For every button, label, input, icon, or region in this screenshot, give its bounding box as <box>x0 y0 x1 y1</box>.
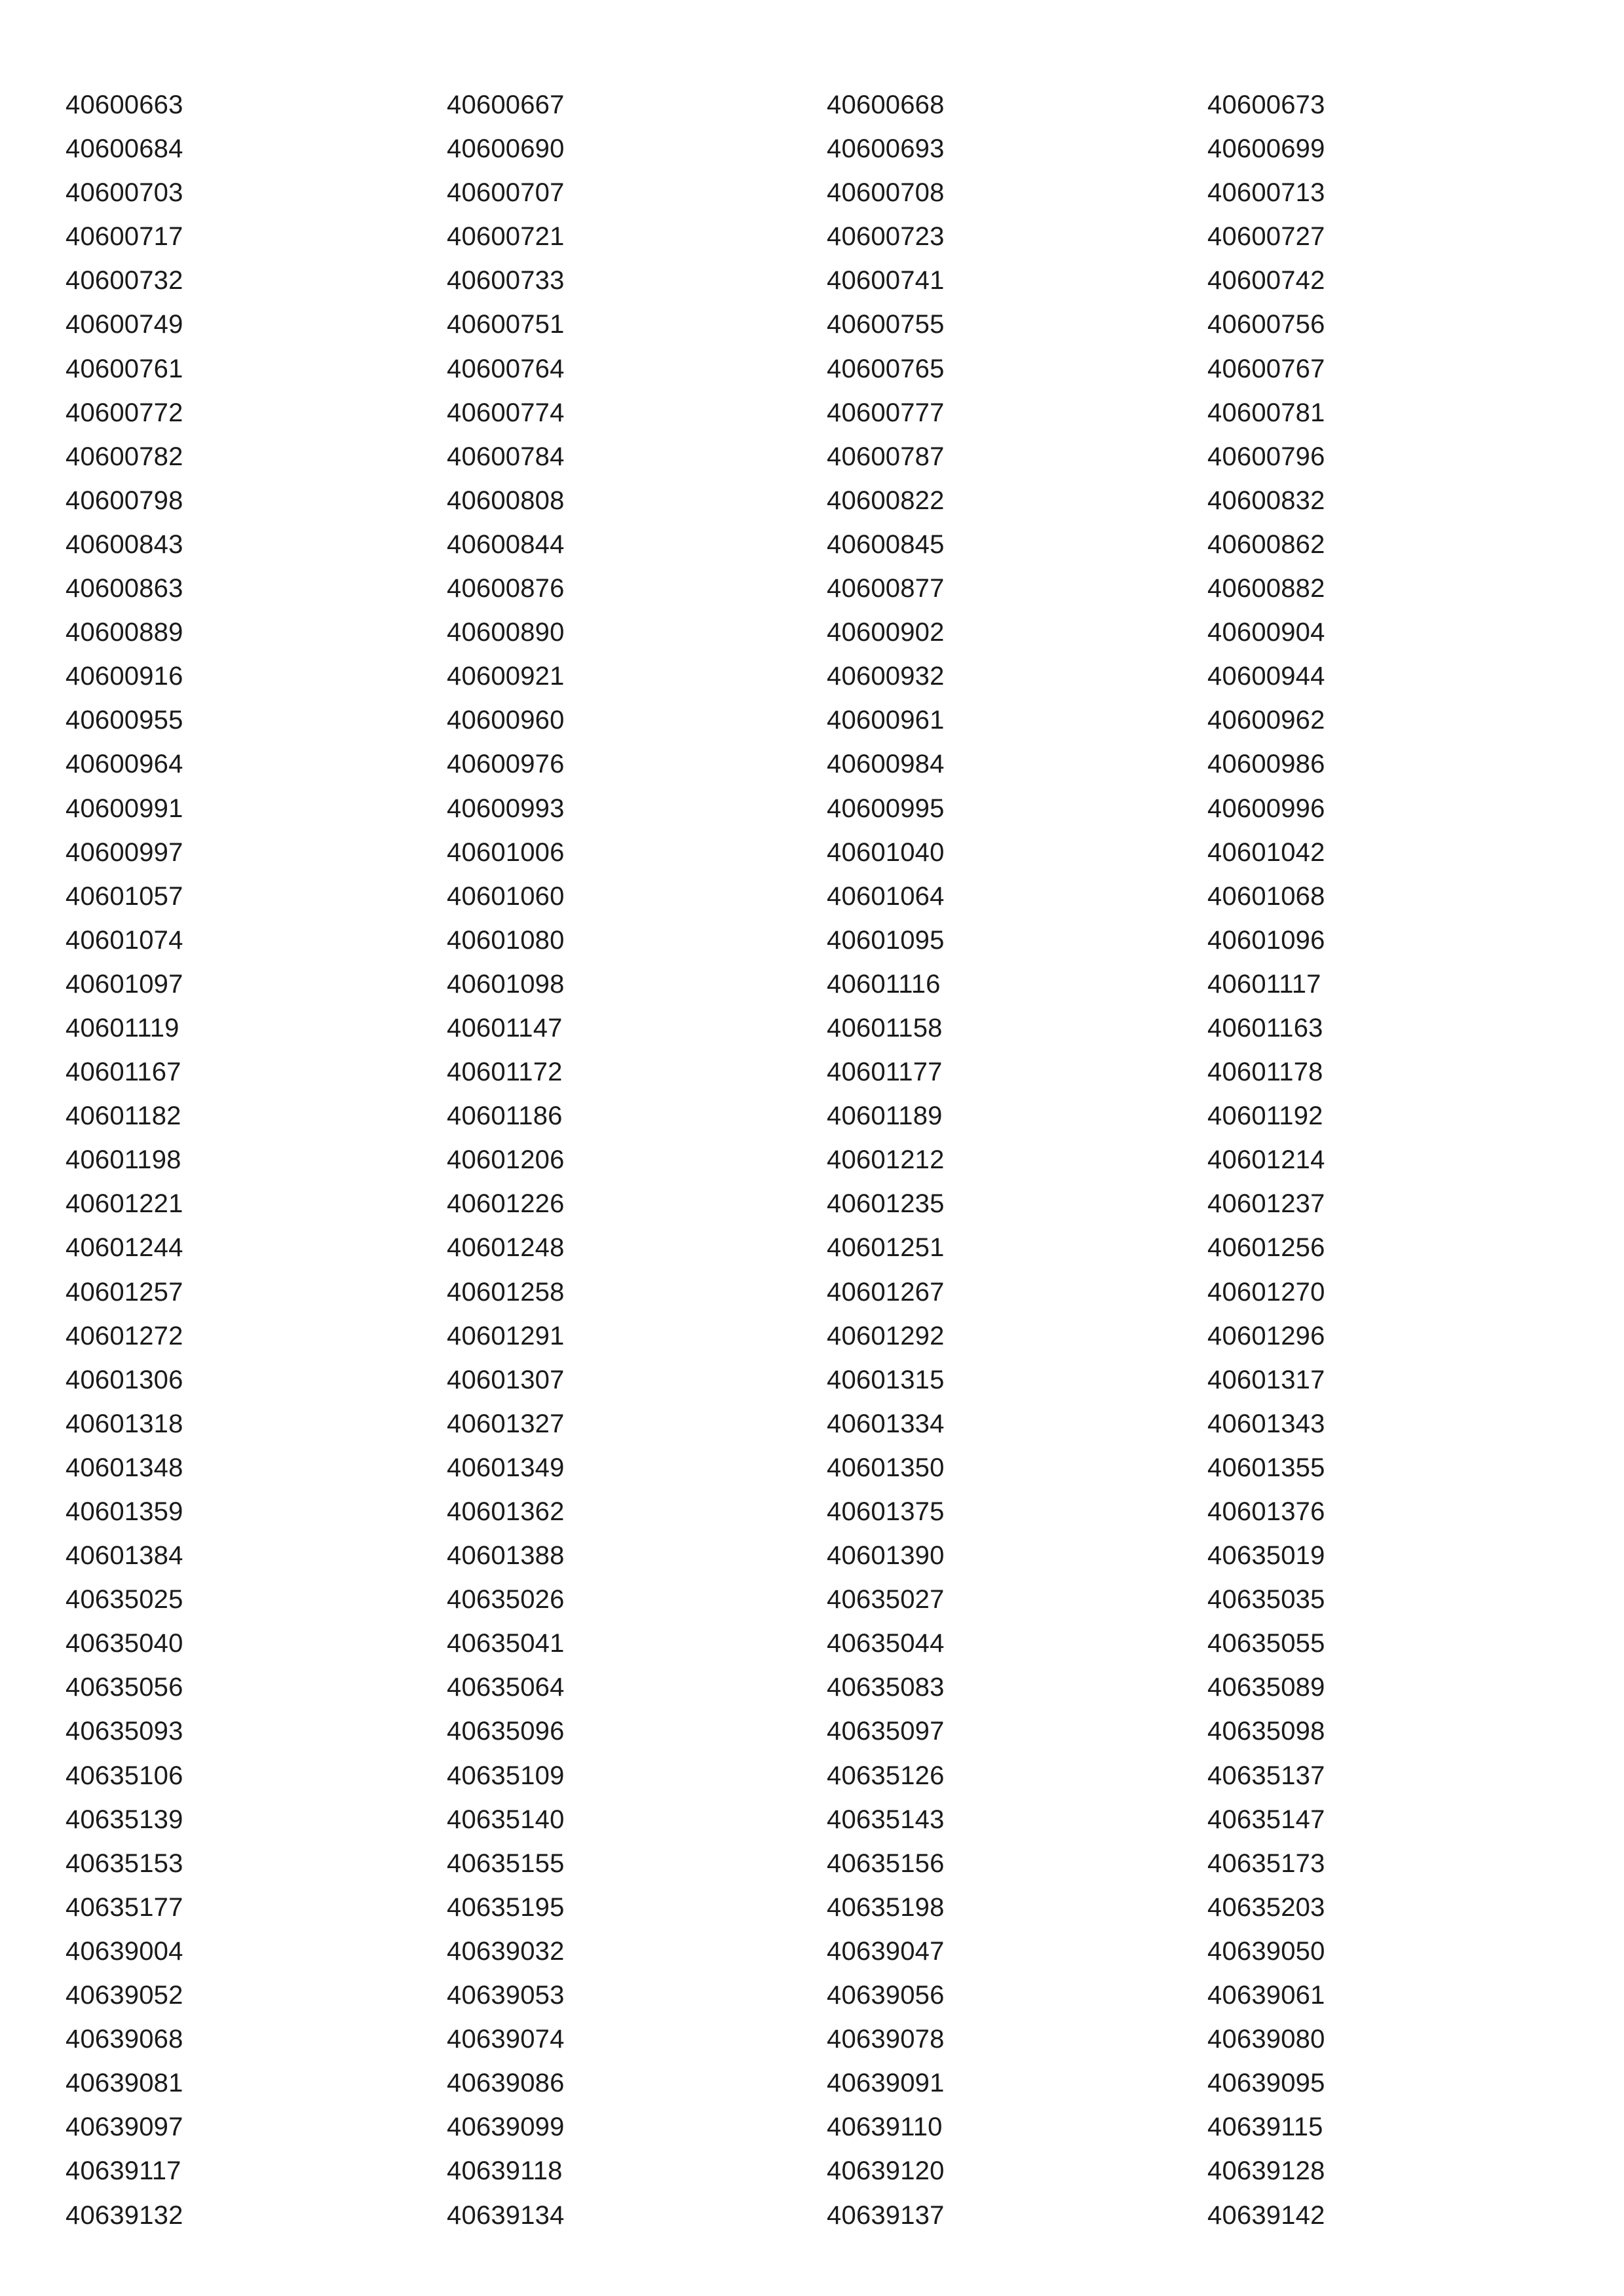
number-cell: 40600713 <box>1207 178 1325 208</box>
number-cell: 40600772 <box>66 398 183 427</box>
number-cell: 40639074 <box>447 2025 565 2054</box>
number-cell: 40601221 <box>66 1189 183 1219</box>
number-cell: 40639047 <box>827 1936 945 1966</box>
number-cell: 40601097 <box>66 969 183 999</box>
number-row <box>66 1624 1572 1668</box>
number-cell: 40635025 <box>66 1585 183 1615</box>
number-row <box>66 1316 1572 1360</box>
number-row <box>66 481 1572 525</box>
number-cell: 40600784 <box>447 442 565 471</box>
number-cell: 40601163 <box>1207 1013 1323 1043</box>
number-cell: 40601343 <box>1207 1409 1325 1438</box>
number-row <box>66 393 1572 437</box>
number-list <box>66 85 1572 2240</box>
number-cell: 40639050 <box>1207 1936 1325 1966</box>
number-cell: 40600668 <box>827 90 945 119</box>
number-cell: 40601178 <box>1207 1058 1323 1087</box>
number-row <box>66 1140 1572 1184</box>
number-row <box>66 305 1572 349</box>
number-cell: 40601267 <box>827 1277 945 1307</box>
number-cell: 40600890 <box>447 618 565 647</box>
number-cell: 40600877 <box>827 574 945 603</box>
number-cell: 40639061 <box>1207 1981 1325 2010</box>
number-row <box>66 1228 1572 1272</box>
number-cell: 40635098 <box>1207 1717 1325 1746</box>
number-cell: 40635195 <box>447 1892 565 1922</box>
number-cell: 40601198 <box>66 1145 181 1175</box>
number-row <box>66 2019 1572 2063</box>
number-cell: 40635044 <box>827 1629 945 1658</box>
number-cell: 40600843 <box>66 529 183 559</box>
number-cell: 40600732 <box>66 266 183 296</box>
number-cell: 40639056 <box>827 1981 945 2010</box>
number-cell: 40635040 <box>66 1629 183 1658</box>
number-cell: 40601359 <box>66 1497 183 1526</box>
number-row <box>66 1800 1572 1844</box>
number-cell: 40600976 <box>447 750 565 779</box>
number-row <box>66 2151 1572 2195</box>
number-cell: 40639134 <box>447 2200 565 2230</box>
number-cell: 40639095 <box>1207 2069 1325 2098</box>
number-cell: 40635027 <box>827 1585 945 1615</box>
number-cell: 40600708 <box>827 178 945 208</box>
number-row <box>66 921 1572 965</box>
number-row <box>66 1492 1572 1536</box>
number-cell: 40601327 <box>447 1409 565 1438</box>
number-row <box>66 525 1572 569</box>
number-cell: 40600703 <box>66 178 183 208</box>
number-row <box>66 2196 1572 2240</box>
number-row <box>66 349 1572 393</box>
number-cell: 40635155 <box>447 1848 565 1878</box>
number-cell: 40635156 <box>827 1848 945 1878</box>
number-cell: 40600693 <box>827 134 945 164</box>
number-cell: 40601095 <box>827 925 945 955</box>
number-cell: 40635139 <box>66 1805 183 1834</box>
number-cell: 40601291 <box>447 1321 565 1350</box>
number-row <box>66 1756 1572 1800</box>
number-cell: 40601064 <box>827 881 945 911</box>
number-cell: 40639142 <box>1207 2200 1325 2230</box>
number-cell: 40635064 <box>447 1673 565 1702</box>
number-cell: 40635137 <box>1207 1761 1325 1790</box>
number-row <box>66 833 1572 877</box>
number-row <box>66 1360 1572 1404</box>
number-cell: 40601182 <box>66 1101 181 1131</box>
number-cell: 40600904 <box>1207 618 1325 647</box>
number-cell: 40600690 <box>447 134 565 164</box>
number-cell: 40601272 <box>66 1321 183 1350</box>
number-cell: 40600721 <box>447 222 565 252</box>
number-cell: 40635096 <box>447 1717 565 1746</box>
number-cell: 40600663 <box>66 90 183 119</box>
number-cell: 40635106 <box>66 1761 183 1790</box>
number-cell: 40639099 <box>447 2113 565 2142</box>
number-cell: 40600932 <box>827 662 945 691</box>
number-cell: 40600862 <box>1207 529 1325 559</box>
number-cell: 40601237 <box>1207 1189 1325 1219</box>
number-cell: 40600684 <box>66 134 183 164</box>
number-cell: 40635147 <box>1207 1805 1325 1834</box>
number-cell: 40600916 <box>66 662 183 691</box>
number-cell: 40635109 <box>447 1761 565 1790</box>
number-cell: 40635089 <box>1207 1673 1325 1702</box>
number-cell: 40601251 <box>827 1233 945 1263</box>
number-row <box>66 1668 1572 1712</box>
number-cell: 40600787 <box>827 442 945 471</box>
number-row <box>66 744 1572 788</box>
number-cell: 40601362 <box>447 1497 565 1526</box>
number-row <box>66 789 1572 833</box>
number-cell: 40635041 <box>447 1629 565 1658</box>
number-cell: 40600845 <box>827 529 945 559</box>
number-cell: 40601256 <box>1207 1233 1325 1263</box>
number-cell: 40600764 <box>447 354 565 383</box>
number-row <box>66 1888 1572 1932</box>
number-row <box>66 173 1572 217</box>
number-cell: 40639004 <box>66 1936 183 1966</box>
number-cell: 40600699 <box>1207 134 1325 164</box>
number-cell: 40635097 <box>827 1717 945 1746</box>
number-row <box>66 1052 1572 1096</box>
number-cell: 40600808 <box>447 486 565 515</box>
number-row <box>66 1580 1572 1624</box>
number-row <box>66 85 1572 129</box>
number-cell: 40600742 <box>1207 266 1325 296</box>
number-cell: 40639115 <box>1207 2113 1323 2142</box>
number-cell: 40601376 <box>1207 1497 1325 1526</box>
number-cell: 40601388 <box>447 1541 565 1571</box>
number-cell: 40635083 <box>827 1673 945 1702</box>
number-cell: 40639080 <box>1207 2025 1325 2054</box>
number-cell: 40600889 <box>66 618 183 647</box>
number-cell: 40601006 <box>447 837 565 867</box>
number-cell: 40600782 <box>66 442 183 471</box>
number-cell: 40635055 <box>1207 1629 1325 1658</box>
number-cell: 40600755 <box>827 310 945 339</box>
number-cell: 40601068 <box>1207 881 1325 911</box>
number-cell: 40601189 <box>827 1101 943 1131</box>
number-row <box>66 1008 1572 1052</box>
number-cell: 40635177 <box>66 1892 183 1922</box>
number-cell: 40639110 <box>827 2113 943 2142</box>
number-cell: 40639086 <box>447 2069 565 2098</box>
number-cell: 40639091 <box>827 2069 945 2098</box>
number-cell: 40600673 <box>1207 90 1325 119</box>
number-cell: 40600960 <box>447 706 565 735</box>
number-cell: 40635035 <box>1207 1585 1325 1615</box>
number-cell: 40601375 <box>827 1497 945 1526</box>
number-cell: 40639128 <box>1207 2156 1325 2186</box>
number-cell: 40639052 <box>66 1981 183 2010</box>
number-cell: 40639032 <box>447 1936 565 1966</box>
number-cell: 40600796 <box>1207 442 1325 471</box>
number-cell: 40635056 <box>66 1673 183 1702</box>
number-cell: 40600777 <box>827 398 945 427</box>
number-row <box>66 877 1572 921</box>
number-cell: 40635198 <box>827 1892 945 1922</box>
number-row <box>66 1096 1572 1140</box>
number-cell: 40601258 <box>447 1277 565 1307</box>
number-cell: 40601257 <box>66 1277 183 1307</box>
number-row <box>66 261 1572 305</box>
number-cell: 40600733 <box>447 266 565 296</box>
number-cell: 40601244 <box>66 1233 183 1263</box>
number-cell: 40600723 <box>827 222 945 252</box>
number-row <box>66 129 1572 173</box>
number-cell: 40600997 <box>66 837 183 867</box>
number-row <box>66 1272 1572 1316</box>
number-cell: 40600741 <box>827 266 945 296</box>
number-cell: 40635143 <box>827 1805 945 1834</box>
number-cell: 40601074 <box>66 925 183 955</box>
number-cell: 40600822 <box>827 486 945 515</box>
number-cell: 40601318 <box>66 1409 183 1438</box>
number-row <box>66 217 1572 261</box>
number-cell: 40639117 <box>66 2156 181 2186</box>
number-row <box>66 1536 1572 1580</box>
number-cell: 40601167 <box>66 1058 181 1087</box>
number-cell: 40601116 <box>827 969 941 999</box>
number-cell: 40639118 <box>447 2156 563 2186</box>
number-cell: 40600921 <box>447 662 565 691</box>
number-cell: 40639078 <box>827 2025 945 2054</box>
number-row <box>66 965 1572 1008</box>
number-cell: 40601334 <box>827 1409 945 1438</box>
number-cell: 40600993 <box>447 794 565 823</box>
number-cell: 40639097 <box>66 2113 183 2142</box>
number-cell: 40601226 <box>447 1189 565 1219</box>
number-cell: 40600964 <box>66 750 183 779</box>
number-cell: 40601315 <box>827 1365 945 1394</box>
number-cell: 40601158 <box>827 1013 943 1043</box>
number-cell: 40601355 <box>1207 1453 1325 1482</box>
number-cell: 40601350 <box>827 1453 945 1482</box>
number-cell: 40600749 <box>66 310 183 339</box>
number-cell: 40601186 <box>447 1101 563 1131</box>
number-cell: 40601306 <box>66 1365 183 1394</box>
number-cell: 40601117 <box>1207 969 1321 999</box>
number-cell: 40600798 <box>66 486 183 515</box>
number-row <box>66 657 1572 700</box>
number-cell: 40639120 <box>827 2156 945 2186</box>
number-row <box>66 1448 1572 1492</box>
number-cell: 40639132 <box>66 2200 183 2230</box>
number-cell: 40635126 <box>827 1761 945 1790</box>
number-cell: 40601349 <box>447 1453 565 1482</box>
number-cell: 40601390 <box>827 1541 945 1571</box>
number-cell: 40601212 <box>827 1145 945 1175</box>
number-cell: 40601172 <box>447 1058 563 1087</box>
number-cell: 40600961 <box>827 706 945 735</box>
number-cell: 40639053 <box>447 1981 565 2010</box>
number-cell: 40601060 <box>447 881 565 911</box>
number-cell: 40601384 <box>66 1541 183 1571</box>
number-cell: 40600876 <box>447 574 565 603</box>
number-cell: 40601040 <box>827 837 945 867</box>
number-cell: 40600717 <box>66 222 183 252</box>
number-cell: 40600986 <box>1207 750 1325 779</box>
number-cell: 40635140 <box>447 1805 565 1834</box>
number-cell: 40635019 <box>1207 1541 1325 1571</box>
number-cell: 40600727 <box>1207 222 1325 252</box>
number-cell: 40635173 <box>1207 1848 1325 1878</box>
number-cell: 40601248 <box>447 1233 565 1263</box>
number-cell: 40601192 <box>1207 1101 1323 1131</box>
number-cell: 40600774 <box>447 398 565 427</box>
number-cell: 40600962 <box>1207 706 1325 735</box>
number-cell: 40600955 <box>66 706 183 735</box>
number-cell: 40601235 <box>827 1189 945 1219</box>
number-cell: 40600832 <box>1207 486 1325 515</box>
number-cell: 40600707 <box>447 178 565 208</box>
number-row <box>66 2107 1572 2151</box>
number-cell: 40635203 <box>1207 1892 1325 1922</box>
number-cell: 40639081 <box>66 2069 183 2098</box>
number-cell: 40600667 <box>447 90 565 119</box>
number-cell: 40601317 <box>1207 1365 1325 1394</box>
number-cell: 40635026 <box>447 1585 565 1615</box>
number-cell: 40601119 <box>66 1013 179 1043</box>
number-cell: 40600756 <box>1207 310 1325 339</box>
number-cell: 40600902 <box>827 618 945 647</box>
number-cell: 40601348 <box>66 1453 183 1482</box>
number-cell: 40600844 <box>447 529 565 559</box>
number-row <box>66 437 1572 481</box>
number-cell: 40601080 <box>447 925 565 955</box>
number-row <box>66 569 1572 613</box>
number-cell: 40635093 <box>66 1717 183 1746</box>
number-cell: 40600996 <box>1207 794 1325 823</box>
number-row <box>66 613 1572 657</box>
number-row <box>66 700 1572 744</box>
number-row <box>66 1976 1572 2019</box>
number-cell: 40601206 <box>447 1145 565 1175</box>
number-row <box>66 1712 1572 1755</box>
number-cell: 40601057 <box>66 881 183 911</box>
number-cell: 40601292 <box>827 1321 945 1350</box>
number-cell: 40600995 <box>827 794 945 823</box>
number-row <box>66 1844 1572 1888</box>
number-cell: 40600765 <box>827 354 945 383</box>
number-cell: 40639137 <box>827 2200 945 2230</box>
number-cell: 40639068 <box>66 2025 183 2054</box>
number-row <box>66 1932 1572 1976</box>
number-cell: 40600984 <box>827 750 945 779</box>
number-cell: 40600781 <box>1207 398 1325 427</box>
number-row <box>66 2063 1572 2107</box>
number-cell: 40600751 <box>447 310 565 339</box>
number-cell: 40601147 <box>447 1013 563 1043</box>
number-cell: 40600991 <box>66 794 183 823</box>
number-cell: 40601214 <box>1207 1145 1325 1175</box>
number-cell: 40601042 <box>1207 837 1325 867</box>
number-row <box>66 1404 1572 1448</box>
number-cell: 40600944 <box>1207 662 1325 691</box>
number-cell: 40601307 <box>447 1365 565 1394</box>
number-cell: 40600863 <box>66 574 183 603</box>
number-cell: 40601098 <box>447 969 565 999</box>
number-cell: 40635153 <box>66 1848 183 1878</box>
number-cell: 40600767 <box>1207 354 1325 383</box>
number-cell: 40600761 <box>66 354 183 383</box>
number-cell: 40601096 <box>1207 925 1325 955</box>
number-cell: 40601296 <box>1207 1321 1325 1350</box>
number-cell: 40601270 <box>1207 1277 1325 1307</box>
number-row <box>66 1184 1572 1228</box>
number-cell: 40601177 <box>827 1058 943 1087</box>
number-cell: 40600882 <box>1207 574 1325 603</box>
